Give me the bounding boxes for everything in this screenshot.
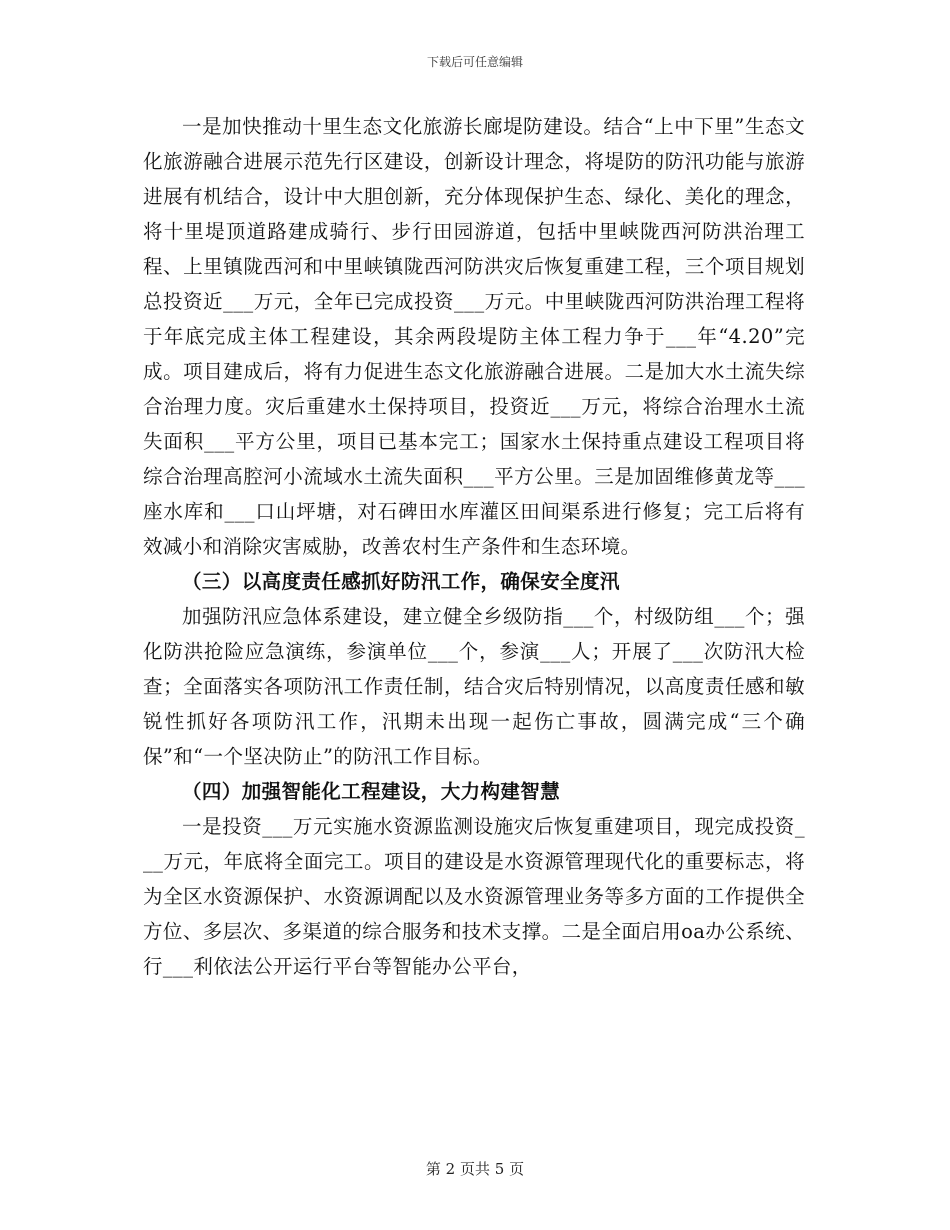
paragraph-1: 一是加快推动十里生态文化旅游长廊堤防建设。结合“上中下里”生态文化旅游融合进展示范先行区建设，创新设计理念，将堤防的防汛功能与旅游进展有机结合，设计中大胆创新，充分体现保护生态、绿化、美化的理念，将十里堤顶道路建成骑行、步行田园游道，包括中里峡陇西河防洪治理工程、上里镇陇西河和中里峡镇陇西河防洪灾后恢复重建工程，三个项目规划总投资近___万元，全年已完成投资___万元。中里峡陇西河防洪治理工程将于年底完成主体工程建设，其余两段堤防主体工程力争于___年“4.20”完成。项目建成后，将有力促进生态文化旅游融合进展。二是加大水土流失综合治理力度。灾后重建水土保持项目，投资近___万元，将综合治理水土流失面积___平方公里，项目已基本完工；国家水土保持重点建设工程项目将综合治理高腔河小流域水土流失面积___平方公里。三是加固维修黄龙等___座水库和___口山坪塘，对石碑田水库灌区田间渠系进行修复；完工后将有效减小和消除灾害威胁，改善农村生产条件和生态环境。 [143,115,805,558]
document-body [143,109,805,984]
section-heading-4: （四）加强智能化工程建设，大力构建智慧 [182,780,561,803]
paragraph-3: 一是投资___万元实施水资源监测设施灾后恢复重建项目，现完成投资___万元，年底将全面完工。项目的建设是水资源管理现代化的重要标志，将为全区水资源保护、水资源调配以及水资源管理业务等多方面的工作提供全方位、多层次、多渠道的综合服务和技术支撑。二是全面启用oa办公系统、行___利依法公开运行平台等智能办公平台， [143,815,805,978]
page-header: 下载后可任意编辑 [426,55,523,69]
paragraph-2: 加强防汛应急体系建设，建立健全乡级防指___个，村级防组___个；强化防洪抢险应急演练，参演单位___个，参演___人；开展了___次防汛大检查；全面落实各项防汛工作责任制，结合灾后特别情况，以高度责任感和敏锐性抓好各项防汛工作，汛期未出现一起伤亡事故，圆满完成“三个确保”和“一个坚决防止”的防汛工作目标。 [143,605,805,768]
section-heading-3: （三）以高度责任感抓好防汛工作，确保安全度汛 [182,570,620,593]
page-footer: 第 2 页共 5 页 [425,1160,525,1178]
